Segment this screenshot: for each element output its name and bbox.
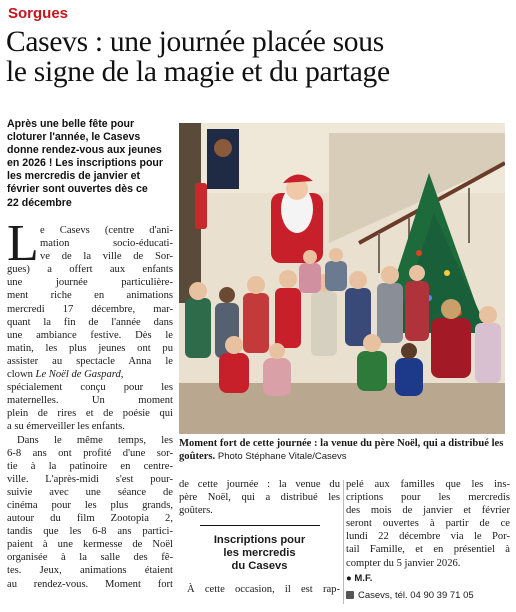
body-line: une ambiance festive. Dès le: [7, 329, 173, 341]
contact-text: Casevs, tél. 04 90 39 71 05: [358, 589, 474, 601]
author-signature: ● M.F.: [346, 572, 373, 584]
body-line: au rendez-vous. Moment fort: [7, 578, 173, 590]
headline-line: le signe de la magie et du partage: [6, 56, 390, 88]
body-line: goûters.: [179, 505, 213, 517]
body-line: mation socio-éducati-: [40, 238, 173, 250]
subhead-line: les mercredis: [223, 547, 296, 560]
subhead-line: Inscriptions pour: [213, 534, 306, 547]
body-line: suivie avec une séance de: [7, 486, 173, 498]
caption-text: Moment fort de cette journée : la venue du père Noël, qui a distribué les goûters.: [179, 438, 504, 463]
body-line: lundi 22 décembre via le Por-: [346, 531, 510, 543]
body-line: cinéma pour les plus grands,: [7, 499, 173, 511]
article-photo: [179, 123, 505, 434]
body-line: maternelles. Un moment: [7, 395, 173, 407]
body-line: criptions pour les mercredis: [346, 492, 510, 504]
body-line-show: [7, 368, 173, 381]
body-line: 6-8 ans ont profité d'une sor-: [7, 447, 173, 459]
body-line: tandis que les 6-8 ans partici-: [7, 526, 173, 538]
subhead: [179, 534, 340, 573]
body-line: une journée particulière-: [7, 277, 173, 289]
drop-cap: L: [7, 215, 39, 272]
subhead-rule: [200, 525, 320, 526]
lead-line: Après une belle fête pour: [7, 118, 135, 130]
subhead-line: du Casevs: [231, 560, 288, 573]
body-line: pelé aux familles que les ins-: [346, 479, 510, 490]
body-line: paient à une kermesse de Noël: [7, 539, 173, 551]
body-line: ment riche en animations: [7, 290, 173, 302]
body-line: organisée à la salle des fê-: [7, 552, 173, 564]
body-line: ville. L'après-midi s'est pour-: [7, 473, 173, 485]
group-photo-illustration: [179, 123, 505, 434]
show-title: Le Noël de Gaspard: [35, 369, 121, 381]
body-line: de cette journée : la venue du: [179, 479, 340, 490]
lead-line: en 2026 ! Les inscriptions pour: [7, 157, 164, 170]
body-line: matin, les plus jeunes ont pu: [7, 342, 173, 354]
body-line: a su émerveiller les enfants.: [7, 421, 125, 433]
lead-line: les mercredis de janvier et: [7, 170, 141, 183]
body-line: autour du film Zootopia 2,: [7, 513, 173, 525]
photo-caption: [179, 437, 509, 463]
body-text: clown: [7, 369, 36, 381]
body-line: mercredi 17 décembre, mar-: [7, 303, 173, 315]
body-line: tes. Jeux, animations étaient: [7, 565, 173, 577]
body-line: Dans le même temps, les: [17, 434, 173, 446]
lead-line: cloturer l'année, le Casevs: [7, 131, 141, 144]
article-body-column-2: [179, 478, 340, 596]
article-body-column-3: [346, 478, 510, 602]
body-line: seront ouvertes à partir de ce: [346, 518, 510, 530]
article-lead: [7, 118, 173, 210]
body-line: spécialement conçu pour les: [7, 382, 173, 394]
column-divider: [343, 480, 344, 604]
author-initials: M.F.: [354, 572, 373, 584]
body-line: e Casevs (centre d'ani-: [40, 225, 173, 236]
body-line: assister au spectacle Anna le: [7, 355, 173, 367]
body-line: père Noël, qui a distribué les: [179, 492, 340, 504]
body-line: ve de la ville de Sor-: [40, 251, 173, 263]
body-line: gues) a offert aux enfants: [7, 264, 173, 276]
lead-line: donne rendez-vous aux jeunes: [7, 144, 162, 157]
phone-icon: [346, 591, 354, 599]
body-line: plein de rires et de poésie qui: [7, 408, 173, 420]
body-line: tail Famille, et en présentiel à: [346, 544, 510, 556]
body-text: ,: [120, 369, 124, 381]
lead-line: février sont ouvertes dès ce: [7, 183, 148, 196]
body-line: quant la fin de l'année dans: [7, 316, 173, 328]
contact-line: [346, 589, 510, 602]
body-line: des mois de janvier et février: [346, 505, 510, 517]
photo-credit: Photo Stéphane Vitale/Casevs: [217, 451, 347, 463]
article-body-column-1: [7, 215, 173, 591]
article-headline: [6, 27, 512, 87]
section-rubric: Sorgues: [8, 5, 69, 22]
body-line: compter du 5 janvier 2026.: [346, 557, 461, 569]
body-line: À cette occasion, il est rap-: [187, 584, 340, 596]
lead-line: 22 décembre: [7, 196, 72, 209]
body-line: tie à la patinoire en centre-: [7, 460, 173, 472]
headline-line: Casevs : une journée placée sous: [6, 26, 384, 58]
